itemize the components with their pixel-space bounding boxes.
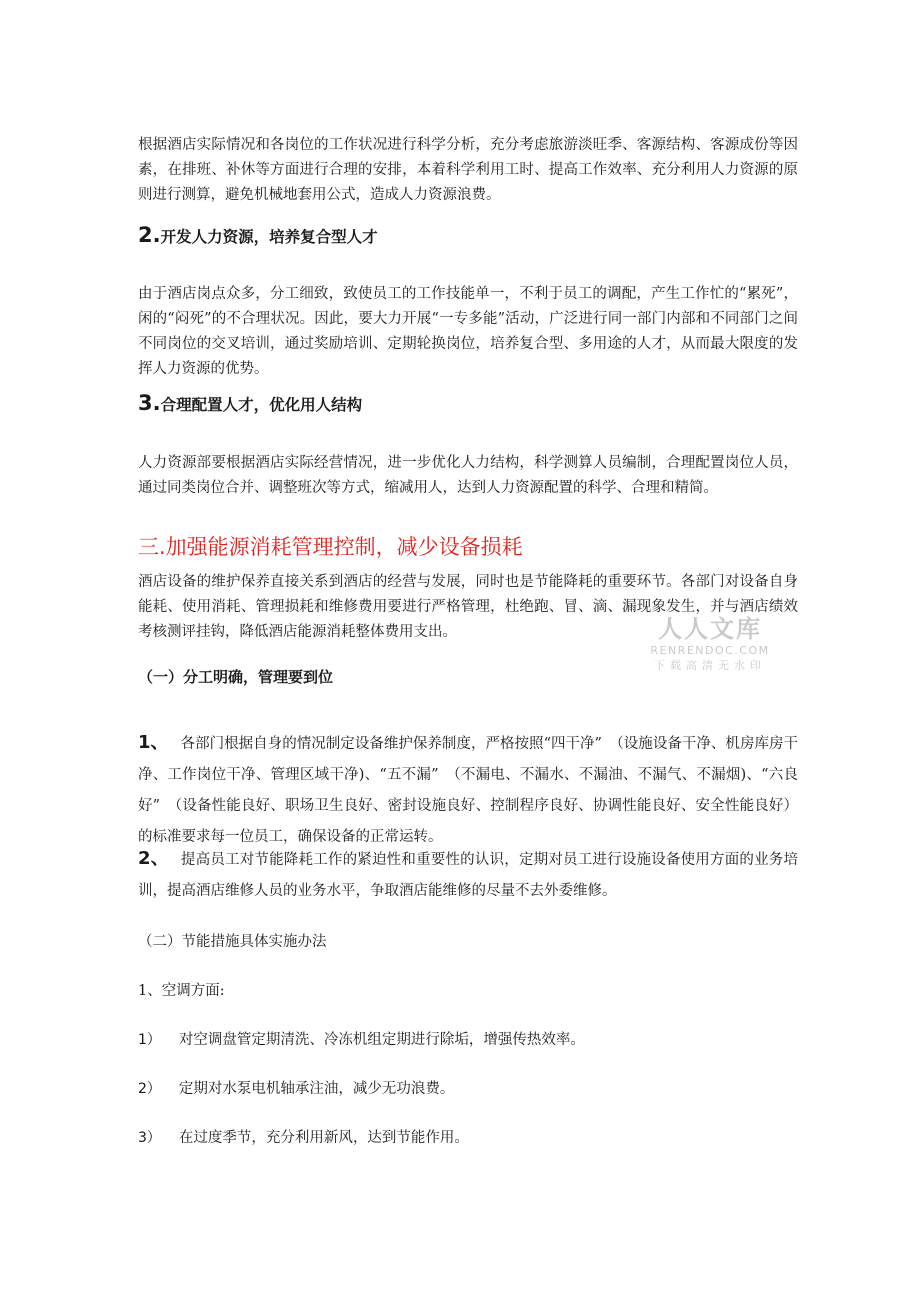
section-3-paragraph: 人力资源部要根据酒店实际经营情况，进一步优化人力结构，科学测算人员编制，合理配置岗位人员，通过同类岗位合并、调整班次等方式，缩减用人，达到人力资源配置的科学、合理和精简。 <box>138 455 798 496</box>
ac-item-3-number: 3） <box>138 1130 161 1146</box>
ac-item-2-number: 2） <box>138 1081 161 1097</box>
ac-item-2-text: 定期对水泵电机轴承注油，减少无功浪费。 <box>178 1081 455 1097</box>
intro-paragraph: 根据酒店实际情况和各岗位的工作状况进行科学分析，充分考虑旅游淡旺季、客源结构、客源成份等因素，在排班、补休等方面进行合理的安排，本着科学利用工时、提高工作效率、充分利用人力资源的原则进行测算，避免机械地套用公式，造成人力资源浪费。 <box>138 137 798 203</box>
part-three-paragraph: 酒店设备的维护保养直接关系到酒店的经营与发展，同时也是节能降耗的重要环节。各部门对设备自身能耗、使用消耗、管理损耗和维修费用要进行严格管理，杜绝跑、冒、滴、漏现象发生，并与酒店绩效考核测评挂钩，降低酒店能源消耗整体费用支出。 <box>138 574 798 640</box>
section-3-number: 3. <box>138 391 161 415</box>
ac-heading: 1、空调方面: <box>138 983 225 999</box>
ac-item-2 <box>138 1077 798 1101</box>
watermark-title: 人人文库 <box>658 615 762 643</box>
item-2-number: 2、 <box>138 848 169 869</box>
ac-item-3 <box>138 1126 798 1150</box>
subsection-one-heading: （一）分工明确，管理要到位 <box>138 668 334 686</box>
section-3-title: 合理配置人才，优化用人结构 <box>160 396 363 414</box>
watermark-url: RENRENDOC.COM <box>650 644 770 657</box>
section-2-heading <box>138 220 378 252</box>
subsection-two-heading: （二）节能措施具体实施办法 <box>138 934 327 950</box>
ac-item-1 <box>138 1028 798 1052</box>
section-3-heading <box>138 388 362 420</box>
watermark-logo <box>646 614 774 675</box>
ac-item-1-text: 对空调盘管定期清洗、冷冻机组定期进行除垢，增强传热效率。 <box>178 1032 585 1048</box>
section-2-paragraph: 由于酒店岗点众多，分工细致，致使员工的工作技能单一，不利于员工的调配，产生工作忙的“累死”，闲的“闷死”的不合理状况。因此，要大力开展“一专多能”活动，广泛进行同一部门内部和不同部门之间不同岗位的交叉培训，通过奖励培训、定期轮换岗位，培养复合型、多用途的人才，从而最大限度的发挥人力资源的优势。 <box>138 286 798 377</box>
item-1-text: 各部门根据自身的情况制定设备维护保养制度，严格按照“四干净” （设施设备干净、机房库房干净、工作岗位干净、管理区域干净)、“五不漏” （不漏电、不漏水、不漏油、不漏气、不漏烟)、“六良好” （设备性能良好、职场卫生良好、密封设施良好、控制程序良好、协调性能良好、安全性能良好）的标准要求每一位员工，确保设备的正常运转。 <box>138 736 799 845</box>
subsection-one-item-2 <box>138 843 798 907</box>
section-2-title: 开发人力资源，培养复合型人才 <box>160 228 378 246</box>
section-2-number: 2. <box>138 223 161 247</box>
ac-item-1-number: 1） <box>138 1032 161 1048</box>
ac-item-3-text: 在过度季节，充分利用新风，达到节能作用。 <box>178 1130 469 1146</box>
item-2-text: 提高员工对节能降耗工作的紧迫性和重要性的认识，定期对员工进行设施设备使用方面的业务培训，提高酒店维修人员的业务水平，争取酒店能维修的尽量不去外委维修。 <box>138 852 798 899</box>
part-three-heading: 三.加强能源消耗管理控制，减少设备损耗 <box>138 535 523 559</box>
item-1-number: 1、 <box>138 732 169 753</box>
watermark-tagline: 下载高清无水印 <box>654 659 766 672</box>
subsection-one-item-1 <box>138 727 798 853</box>
